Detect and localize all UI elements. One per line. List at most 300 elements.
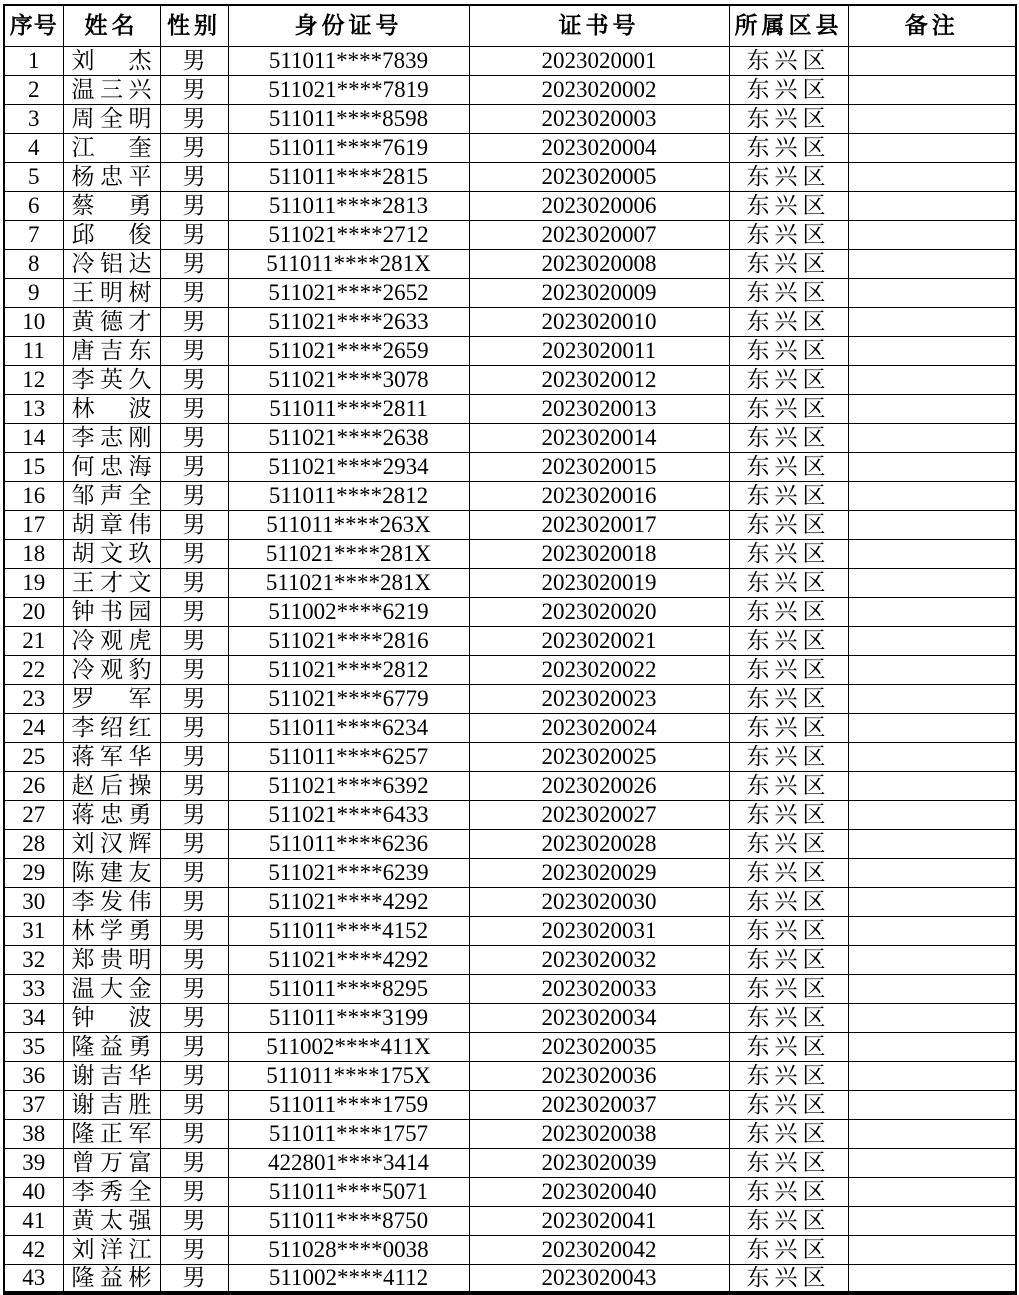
cell-id-number: 511011****2811	[228, 394, 469, 423]
cell-id-number: 511011****2815	[228, 162, 469, 191]
cell-cert-number: 2023020024	[469, 713, 729, 742]
cell-cert-number: 2023020037	[469, 1090, 729, 1119]
table-row	[4, 481, 1016, 510]
cell-cert-number: 2023020026	[469, 771, 729, 800]
cell-gender: 男	[160, 1090, 228, 1119]
cell-district: 东兴区	[729, 568, 848, 597]
cell-name: 郑贵明	[63, 945, 160, 974]
cell-note	[848, 249, 1016, 278]
cell-seq: 1	[4, 46, 63, 75]
cell-district: 东兴区	[729, 626, 848, 655]
table-row	[4, 597, 1016, 626]
cell-name: 陈建友	[63, 858, 160, 887]
cell-cert-number: 2023020041	[469, 1206, 729, 1235]
cell-note	[848, 597, 1016, 626]
cell-cert-number: 2023020015	[469, 452, 729, 481]
cell-note	[848, 307, 1016, 336]
cell-note	[848, 1032, 1016, 1061]
table-row	[4, 307, 1016, 336]
header-id-number: 身份证号	[228, 5, 469, 46]
cell-name: 冷铝达	[63, 249, 160, 278]
cell-id-number: 511021****2659	[228, 336, 469, 365]
cell-district: 东兴区	[729, 1264, 848, 1293]
cell-seq: 21	[4, 626, 63, 655]
cell-gender: 男	[160, 713, 228, 742]
cell-seq: 35	[4, 1032, 63, 1061]
cell-name: 冷观豹	[63, 655, 160, 684]
cell-cert-number: 2023020004	[469, 133, 729, 162]
cell-name: 黄德才	[63, 307, 160, 336]
cell-district: 东兴区	[729, 1235, 848, 1264]
table-row	[4, 1264, 1016, 1293]
header-row	[4, 5, 1016, 46]
cell-gender: 男	[160, 1061, 228, 1090]
cell-seq: 23	[4, 684, 63, 713]
cell-name: 李英久	[63, 365, 160, 394]
cell-gender: 男	[160, 1264, 228, 1293]
table-row	[4, 249, 1016, 278]
cell-note	[848, 1090, 1016, 1119]
cell-gender: 男	[160, 1148, 228, 1177]
cell-district: 东兴区	[729, 1032, 848, 1061]
cell-seq: 39	[4, 1148, 63, 1177]
cell-name: 钟 波	[63, 1003, 160, 1032]
cell-district: 东兴区	[729, 1148, 848, 1177]
table-row	[4, 684, 1016, 713]
cell-name: 赵后操	[63, 771, 160, 800]
cell-seq: 8	[4, 249, 63, 278]
cell-gender: 男	[160, 307, 228, 336]
cell-seq: 26	[4, 771, 63, 800]
table-row	[4, 104, 1016, 133]
cell-district: 东兴区	[729, 336, 848, 365]
cell-id-number: 511011****1759	[228, 1090, 469, 1119]
cell-name: 隆益勇	[63, 1032, 160, 1061]
cell-district: 东兴区	[729, 1090, 848, 1119]
cell-note	[848, 336, 1016, 365]
cell-id-number: 511011****6257	[228, 742, 469, 771]
cell-cert-number: 2023020042	[469, 1235, 729, 1264]
cell-cert-number: 2023020001	[469, 46, 729, 75]
cell-name: 林学勇	[63, 916, 160, 945]
cell-note	[848, 162, 1016, 191]
cell-note	[848, 539, 1016, 568]
cell-cert-number: 2023020030	[469, 887, 729, 916]
cell-cert-number: 2023020040	[469, 1177, 729, 1206]
cell-cert-number: 2023020025	[469, 742, 729, 771]
cell-id-number: 511021****7819	[228, 75, 469, 104]
table-row	[4, 423, 1016, 452]
cell-note	[848, 452, 1016, 481]
cell-seq: 29	[4, 858, 63, 887]
header-district: 所属区县	[729, 5, 848, 46]
cell-note	[848, 1206, 1016, 1235]
cell-seq: 13	[4, 394, 63, 423]
table-row	[4, 539, 1016, 568]
cell-district: 东兴区	[729, 365, 848, 394]
cell-district: 东兴区	[729, 1061, 848, 1090]
table-row	[4, 1148, 1016, 1177]
header-gender: 性别	[160, 5, 228, 46]
cell-note	[848, 481, 1016, 510]
cell-district: 东兴区	[729, 46, 848, 75]
cell-district: 东兴区	[729, 829, 848, 858]
table-row	[4, 191, 1016, 220]
cell-cert-number: 2023020011	[469, 336, 729, 365]
cell-cert-number: 2023020029	[469, 858, 729, 887]
cell-seq: 34	[4, 1003, 63, 1032]
cell-gender: 男	[160, 887, 228, 916]
table-row	[4, 742, 1016, 771]
cell-id-number: 511011****6234	[228, 713, 469, 742]
cell-name: 江 奎	[63, 133, 160, 162]
cell-district: 东兴区	[729, 481, 848, 510]
cell-name: 谢吉华	[63, 1061, 160, 1090]
cell-note	[848, 771, 1016, 800]
cell-cert-number: 2023020027	[469, 800, 729, 829]
cell-cert-number: 2023020033	[469, 974, 729, 1003]
table-body	[4, 46, 1016, 1293]
cell-seq: 11	[4, 336, 63, 365]
header-name: 姓名	[63, 5, 160, 46]
table-row	[4, 858, 1016, 887]
cell-seq: 2	[4, 75, 63, 104]
cell-note	[848, 829, 1016, 858]
cell-id-number: 511021****2633	[228, 307, 469, 336]
cell-cert-number: 2023020007	[469, 220, 729, 249]
cell-name: 胡章伟	[63, 510, 160, 539]
table-row	[4, 46, 1016, 75]
cell-name: 邹声全	[63, 481, 160, 510]
cell-seq: 32	[4, 945, 63, 974]
cell-name: 何忠海	[63, 452, 160, 481]
cell-district: 东兴区	[729, 1119, 848, 1148]
cell-district: 东兴区	[729, 75, 848, 104]
cell-cert-number: 2023020031	[469, 916, 729, 945]
cell-id-number: 511011****7619	[228, 133, 469, 162]
cell-id-number: 511021****6433	[228, 800, 469, 829]
cell-note	[848, 220, 1016, 249]
cell-gender: 男	[160, 684, 228, 713]
table-row	[4, 365, 1016, 394]
table-row	[4, 829, 1016, 858]
cell-name: 胡文玖	[63, 539, 160, 568]
table-row	[4, 713, 1016, 742]
cell-seq: 7	[4, 220, 63, 249]
cell-name: 蒋忠勇	[63, 800, 160, 829]
cell-district: 东兴区	[729, 249, 848, 278]
cell-district: 东兴区	[729, 307, 848, 336]
table-row	[4, 452, 1016, 481]
cell-note	[848, 75, 1016, 104]
table-row	[4, 394, 1016, 423]
cell-seq: 16	[4, 481, 63, 510]
cell-seq: 5	[4, 162, 63, 191]
cell-gender: 男	[160, 945, 228, 974]
cell-id-number: 511011****8598	[228, 104, 469, 133]
cell-district: 东兴区	[729, 1206, 848, 1235]
cell-note	[848, 1235, 1016, 1264]
cell-name: 隆正军	[63, 1119, 160, 1148]
cell-name: 曾万富	[63, 1148, 160, 1177]
cell-id-number: 511011****263X	[228, 510, 469, 539]
cell-cert-number: 2023020019	[469, 568, 729, 597]
cell-district: 东兴区	[729, 974, 848, 1003]
cell-cert-number: 2023020003	[469, 104, 729, 133]
cell-cert-number: 2023020028	[469, 829, 729, 858]
cell-note	[848, 568, 1016, 597]
cell-gender: 男	[160, 46, 228, 75]
cell-id-number: 511011****7839	[228, 46, 469, 75]
cell-cert-number: 2023020036	[469, 1061, 729, 1090]
cell-id-number: 511011****281X	[228, 249, 469, 278]
cell-id-number: 511021****2934	[228, 452, 469, 481]
cell-seq: 28	[4, 829, 63, 858]
cell-cert-number: 2023020034	[469, 1003, 729, 1032]
table-row	[4, 510, 1016, 539]
cell-district: 东兴区	[729, 423, 848, 452]
cell-cert-number: 2023020021	[469, 626, 729, 655]
cell-id-number: 511011****3199	[228, 1003, 469, 1032]
cell-id-number: 511021****2652	[228, 278, 469, 307]
cell-gender: 男	[160, 365, 228, 394]
cell-cert-number: 2023020005	[469, 162, 729, 191]
cell-name: 杨忠平	[63, 162, 160, 191]
cell-district: 东兴区	[729, 510, 848, 539]
cell-name: 蔡 勇	[63, 191, 160, 220]
cell-gender: 男	[160, 858, 228, 887]
cell-note	[848, 46, 1016, 75]
cell-note	[848, 365, 1016, 394]
cell-note	[848, 1264, 1016, 1293]
cell-cert-number: 2023020006	[469, 191, 729, 220]
cell-district: 东兴区	[729, 394, 848, 423]
cell-cert-number: 2023020009	[469, 278, 729, 307]
cell-seq: 12	[4, 365, 63, 394]
cell-name: 谢吉胜	[63, 1090, 160, 1119]
cell-gender: 男	[160, 829, 228, 858]
table-row	[4, 1090, 1016, 1119]
cell-cert-number: 2023020022	[469, 655, 729, 684]
cell-id-number: 511002****6219	[228, 597, 469, 626]
cell-gender: 男	[160, 1032, 228, 1061]
cell-id-number: 511011****1757	[228, 1119, 469, 1148]
cell-seq: 6	[4, 191, 63, 220]
cell-seq: 18	[4, 539, 63, 568]
cell-id-number: 511021****2816	[228, 626, 469, 655]
cell-cert-number: 2023020035	[469, 1032, 729, 1061]
cell-gender: 男	[160, 1235, 228, 1264]
cell-cert-number: 2023020017	[469, 510, 729, 539]
table-row	[4, 1235, 1016, 1264]
cell-gender: 男	[160, 916, 228, 945]
cell-seq: 33	[4, 974, 63, 1003]
cell-cert-number: 2023020012	[469, 365, 729, 394]
cell-seq: 38	[4, 1119, 63, 1148]
cell-seq: 3	[4, 104, 63, 133]
cell-id-number: 511011****5071	[228, 1177, 469, 1206]
cell-seq: 27	[4, 800, 63, 829]
cell-note	[848, 626, 1016, 655]
cell-seq: 14	[4, 423, 63, 452]
cell-id-number: 511021****6392	[228, 771, 469, 800]
cell-cert-number: 2023020023	[469, 684, 729, 713]
cell-id-number: 511011****2812	[228, 481, 469, 510]
cell-note	[848, 916, 1016, 945]
cell-seq: 36	[4, 1061, 63, 1090]
cell-gender: 男	[160, 75, 228, 104]
cell-note	[848, 1003, 1016, 1032]
cell-id-number: 511002****4112	[228, 1264, 469, 1293]
cell-cert-number: 2023020002	[469, 75, 729, 104]
cell-id-number: 511021****281X	[228, 539, 469, 568]
cell-id-number: 511002****411X	[228, 1032, 469, 1061]
table-row	[4, 1177, 1016, 1206]
cell-note	[848, 800, 1016, 829]
table-row	[4, 916, 1016, 945]
cell-district: 东兴区	[729, 1003, 848, 1032]
cell-gender: 男	[160, 974, 228, 1003]
cell-cert-number: 2023020018	[469, 539, 729, 568]
cell-gender: 男	[160, 597, 228, 626]
cell-gender: 男	[160, 394, 228, 423]
cell-id-number: 511021****2712	[228, 220, 469, 249]
cell-gender: 男	[160, 481, 228, 510]
table-row	[4, 568, 1016, 597]
table-row	[4, 974, 1016, 1003]
cell-cert-number: 2023020039	[469, 1148, 729, 1177]
cell-name: 罗 军	[63, 684, 160, 713]
cell-gender: 男	[160, 800, 228, 829]
cell-note	[848, 974, 1016, 1003]
cell-district: 东兴区	[729, 684, 848, 713]
cell-district: 东兴区	[729, 104, 848, 133]
table-row	[4, 1119, 1016, 1148]
cell-gender: 男	[160, 452, 228, 481]
cell-id-number: 511011****8750	[228, 1206, 469, 1235]
cell-name: 王明树	[63, 278, 160, 307]
table-row	[4, 1003, 1016, 1032]
cell-id-number: 511021****6779	[228, 684, 469, 713]
cell-name: 蒋军华	[63, 742, 160, 771]
cell-gender: 男	[160, 278, 228, 307]
cell-seq: 43	[4, 1264, 63, 1293]
cell-note	[848, 887, 1016, 916]
cell-cert-number: 2023020043	[469, 1264, 729, 1293]
cell-name: 王才文	[63, 568, 160, 597]
cell-gender: 男	[160, 626, 228, 655]
cell-id-number: 511021****4292	[228, 887, 469, 916]
cell-id-number: 422801****3414	[228, 1148, 469, 1177]
cell-gender: 男	[160, 742, 228, 771]
cell-gender: 男	[160, 133, 228, 162]
cell-cert-number: 2023020020	[469, 597, 729, 626]
cell-seq: 37	[4, 1090, 63, 1119]
cell-id-number: 511011****4152	[228, 916, 469, 945]
cell-gender: 男	[160, 539, 228, 568]
header-seq: 序号	[4, 5, 63, 46]
cell-gender: 男	[160, 1119, 228, 1148]
cell-gender: 男	[160, 423, 228, 452]
cell-note	[848, 510, 1016, 539]
cell-note	[848, 133, 1016, 162]
cell-cert-number: 2023020016	[469, 481, 729, 510]
cell-district: 东兴区	[729, 771, 848, 800]
cell-district: 东兴区	[729, 742, 848, 771]
cell-district: 东兴区	[729, 1177, 848, 1206]
cell-gender: 男	[160, 1206, 228, 1235]
cell-name: 黄太强	[63, 1206, 160, 1235]
cell-name: 李秀全	[63, 1177, 160, 1206]
cell-name: 李绍红	[63, 713, 160, 742]
cell-gender: 男	[160, 162, 228, 191]
header-note: 备注	[848, 5, 1016, 46]
cell-note	[848, 1177, 1016, 1206]
cell-name: 钟书园	[63, 597, 160, 626]
cell-id-number: 511021****3078	[228, 365, 469, 394]
table-row	[4, 771, 1016, 800]
cell-district: 东兴区	[729, 858, 848, 887]
cell-gender: 男	[160, 510, 228, 539]
cell-cert-number: 2023020008	[469, 249, 729, 278]
cell-note	[848, 858, 1016, 887]
cell-seq: 40	[4, 1177, 63, 1206]
cell-name: 刘 杰	[63, 46, 160, 75]
cell-gender: 男	[160, 655, 228, 684]
cell-id-number: 511011****175X	[228, 1061, 469, 1090]
cell-gender: 男	[160, 104, 228, 133]
table-row	[4, 1032, 1016, 1061]
cell-district: 东兴区	[729, 713, 848, 742]
cell-id-number: 511011****6236	[228, 829, 469, 858]
cell-district: 东兴区	[729, 655, 848, 684]
cell-cert-number: 2023020010	[469, 307, 729, 336]
cell-gender: 男	[160, 191, 228, 220]
cell-seq: 17	[4, 510, 63, 539]
cell-note	[848, 1061, 1016, 1090]
cell-id-number: 511021****6239	[228, 858, 469, 887]
cell-seq: 30	[4, 887, 63, 916]
table-row	[4, 220, 1016, 249]
table-row	[4, 336, 1016, 365]
cell-id-number: 511021****281X	[228, 568, 469, 597]
cell-district: 东兴区	[729, 887, 848, 916]
cell-note	[848, 1119, 1016, 1148]
cell-name: 林 波	[63, 394, 160, 423]
cell-district: 东兴区	[729, 945, 848, 974]
cell-seq: 4	[4, 133, 63, 162]
cell-district: 东兴区	[729, 452, 848, 481]
cell-district: 东兴区	[729, 220, 848, 249]
cell-gender: 男	[160, 568, 228, 597]
table-row	[4, 162, 1016, 191]
cell-district: 东兴区	[729, 278, 848, 307]
cell-seq: 41	[4, 1206, 63, 1235]
cell-cert-number: 2023020038	[469, 1119, 729, 1148]
cell-note	[848, 278, 1016, 307]
cell-id-number: 511021****2812	[228, 655, 469, 684]
cell-seq: 25	[4, 742, 63, 771]
cell-gender: 男	[160, 1003, 228, 1032]
cell-seq: 42	[4, 1235, 63, 1264]
cell-district: 东兴区	[729, 800, 848, 829]
cell-note	[848, 742, 1016, 771]
cell-note	[848, 423, 1016, 452]
cell-gender: 男	[160, 1177, 228, 1206]
cell-note	[848, 191, 1016, 220]
cell-id-number: 511021****2638	[228, 423, 469, 452]
cell-id-number: 511028****0038	[228, 1235, 469, 1264]
